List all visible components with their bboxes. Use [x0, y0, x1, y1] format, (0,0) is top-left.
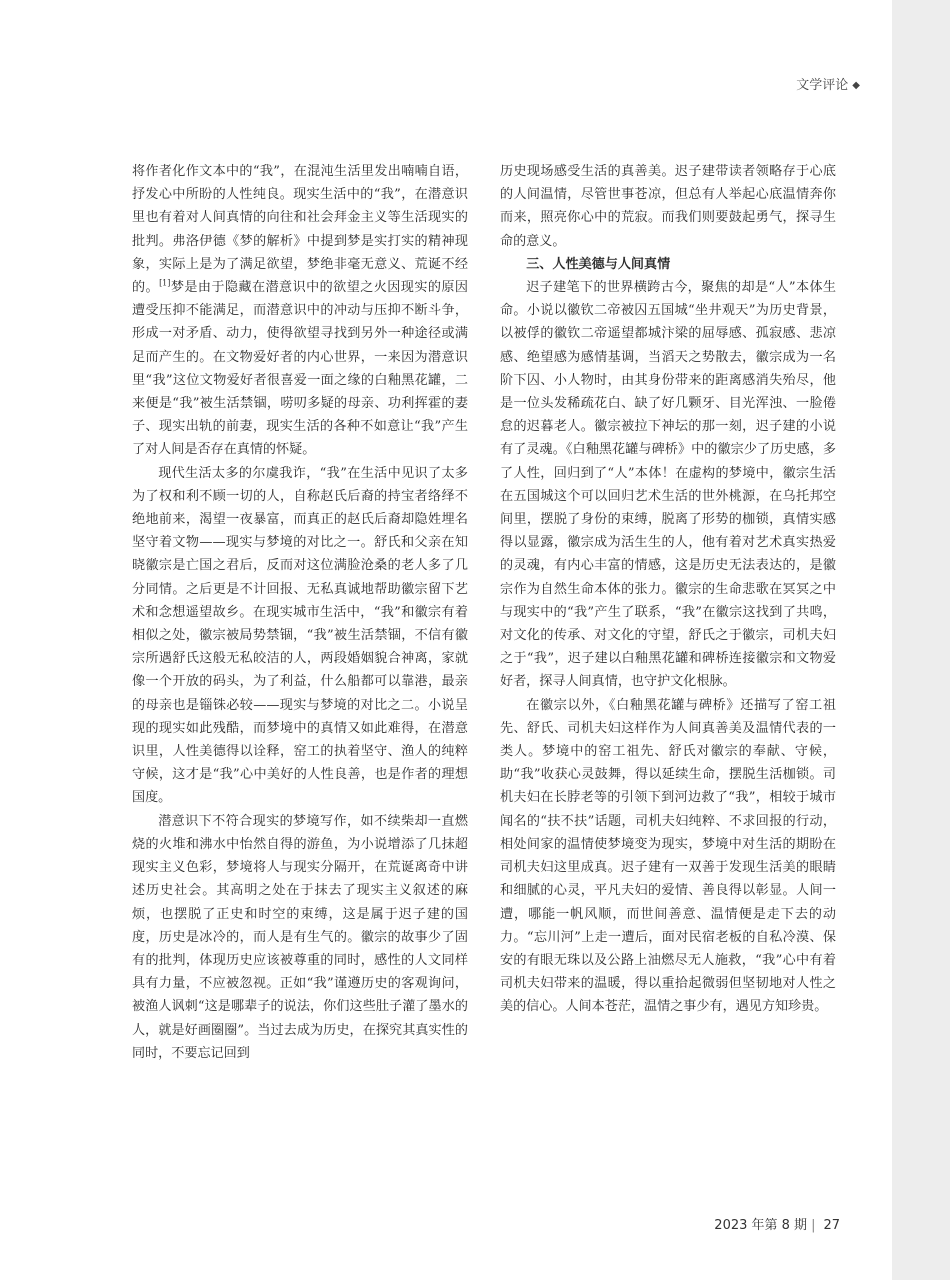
right-column — [500, 160, 836, 1019]
page-number: 27 — [823, 1218, 840, 1233]
paragraph: 迟子建笔下的世界横跨古今，聚焦的却是“人”本体生命。小说以徽钦二帝被囚五国城“坐井观天”为历史背景，以被俘的徽钦二帝遥望都城汴梁的屈辱感、孤寂感、悲凉感、绝望感为感情基调，当滔天之势散去，徽宗成为一名阶下囚、小人物时，由其身份带来的距离感消失殆尽，他是一位头发稀疏花白、缺了好几颗牙、目光浑浊、一脸倦怠的迟暮老人。徽宗被拉下神坛的那一刻，迟子建的小说有了灵魂。《白釉黑花罐与碑桥》中的徽宗少了历史感，多了人性，回归到了“人”本体！在虚构的梦境中，徽宗生活在五国城这个可以回归艺术生活的世外桃源，在乌托邦空间里，摆脱了身份的束缚，脱离了形势的枷锁，真情实感得以显露，徽宗成为活生生的人，他有着对艺术真实热爱的灵魂，有内心丰富的情感，这是历史无法表达的，是徽宗作为自然生命本体的张力。徽宗的生命悲歌在冥冥之中与现实中的“我”产生了联系，“我”在徽宗这找到了共鸣，对文化的传承、对文化的守望，舒氏之于徽宗，司机夫妇之于“我”，迟子建以白釉黑花罐和碑桥连接徽宗和文物爱好者，探寻人间真情，也守护文化根脉。 — [500, 280, 836, 690]
paragraph: 潜意识下不符合现实的梦境写作，如不续柴却一直燃烧的火堆和沸水中怡然自得的游鱼，为小说增添了几抹超现实主义色彩，梦境将人与现实分隔开，在荒诞离奇中讲述历史社会。其高明之处在于抹去了现实主义叙述的麻烦，也摆脱了正史和时空的束缚，这是属于迟子建的国度，历史是冰冷的，而人是有生气的。徽宗的故事少了固有的批判，体现历史应该被尊重的同时，感性的人文同样具有力量，不应被忽视。正如“我”谨遵历史的客观询问，被渔人讽刺“这是哪辈子的说法，你们这些肚子灌了墨水的人，就是好画圈圈”。当过去成为历史，在探究其真实性的同时，不要忘记回到 — [132, 813, 468, 1061]
page-edge-band — [892, 0, 950, 1280]
page-footer — [650, 1214, 840, 1233]
footnote-ref: [1] — [159, 278, 171, 288]
paragraph-text: 梦是由于隐藏在潜意识中的欲望之火因现实的原因遭受压抑不能满足，而潜意识中的冲动与压抑不断斗争，形成一对矛盾、动力，使得欲望寻找到另外一种途径或满足而产生的。在文物爱好者的内心世界，一来因为潜意识里“我”这位文物爱好者很喜爱一面之缘的白釉黑花罐，二来便是“我”被生活禁锢，唠叨多疑的母亲、功利挥霍的妻子、现实出轨的前妻，现实生活的各种不如意让“我”产生了对人间是否存在真情的怀疑。 — [132, 280, 469, 458]
paragraph — [132, 160, 468, 462]
paragraph: 在徽宗以外，《白釉黑花罐与碑桥》还描写了窑工祖先、舒氏、司机夫妇这样作为人间真善美及温情代表的一类人。梦境中的窑工祖先、舒氏对徽宗的奉献、守候，助“我”收获心灵鼓舞，得以延续生命，摆脱生活枷锁。司机夫妇在长脖老等的引领下到河边救了“我”，相较于城市闻名的“扶不扶”话题，司机夫妇纯粹、不求回报的行动，相处间家的温情使梦境变为现实，梦境中对生活的期盼在司机夫妇这里成真。迟子建有一双善于发现生活美的眼睛和细腻的心灵，平凡夫妇的爱情、善良得以彰显。人间一遭，哪能一帆风顺，而世间善意、温情便是走下去的动力。“忘川河”上走一遭后，面对民宿老板的自私冷漠、保安的有眼无珠以及公路上油燃尽无人施救，“我”心中有着司机夫妇带来的温暖，得以重拾起微弱但坚韧地对人性之美的信心。人间本苍茫，温情之事少有，遇见方知珍贵。 — [500, 697, 836, 1015]
paragraph: 现代生活太多的尔虞我诈，“我”在生活中见识了太多为了权和利不顾一切的人，自称赵氏后裔的持宝者络绎不绝地前来，渴望一夜暴富，而真正的赵氏后裔却隐姓埋名坚守着文物——现实与梦境的对比之一。舒氏和父亲在知晓徽宗是亡国之君后，反而对这位满脸沧桑的老人多了几分同情。之后更是不计回报、无私真诚地帮助徽宗留下艺术和念想遥望故乡。在现实城市生活中，“我”和徽宗有着相似之处，徽宗被局势禁锢，“我”被生活禁锢，不信有徽宗所遇舒氏这般无私皎洁的人，两段婚姻貌合神离，家就像一个开放的码头，为了利益，什么船都可以靠港，最亲的母亲也是锱铢必较——现实与梦境的对比之二。小说呈现的现实如此残酷，而梦境中的真情又如此难得，在潜意识里，人性美德得以诠释，窑工的执着坚守、渔人的纯粹守候，这才是“我”心中美好的人性良善，也是作者的理想国度。 — [132, 465, 468, 806]
section-title: 文学评论 — [796, 78, 849, 93]
section-heading: 三、人性美德与人间真情 — [526, 256, 671, 272]
left-column — [132, 160, 468, 1065]
paragraph: 历史现场感受生活的真善美。迟子建带读者领略存于心底的人间温情，尽管世事苍凉，但总有人举起心底温情奔你而来，照亮你心中的荒寂。而我们则要鼓起勇气，探寻生命的意义。 — [500, 164, 836, 249]
running-header — [720, 74, 860, 93]
issue-label: 2023 年第 8 期 — [714, 1218, 808, 1233]
diamond-icon: ◆ — [852, 80, 860, 91]
footer-separator: | — [811, 1218, 816, 1233]
paragraph-text: 将作者化作文本中的“我”，在混沌生活里发出喃喃自语，抒发心中所盼的人性纯良。现实生活中的“我”，在潜意识里也有着对人间真情的向往和社会拜金主义等生活现实的批判。弗洛伊德《梦的解析》中提到梦是实打实的精神现象，实际上是为了满足欲望，梦绝非毫无意义、荒诞不经的。 — [132, 164, 468, 296]
